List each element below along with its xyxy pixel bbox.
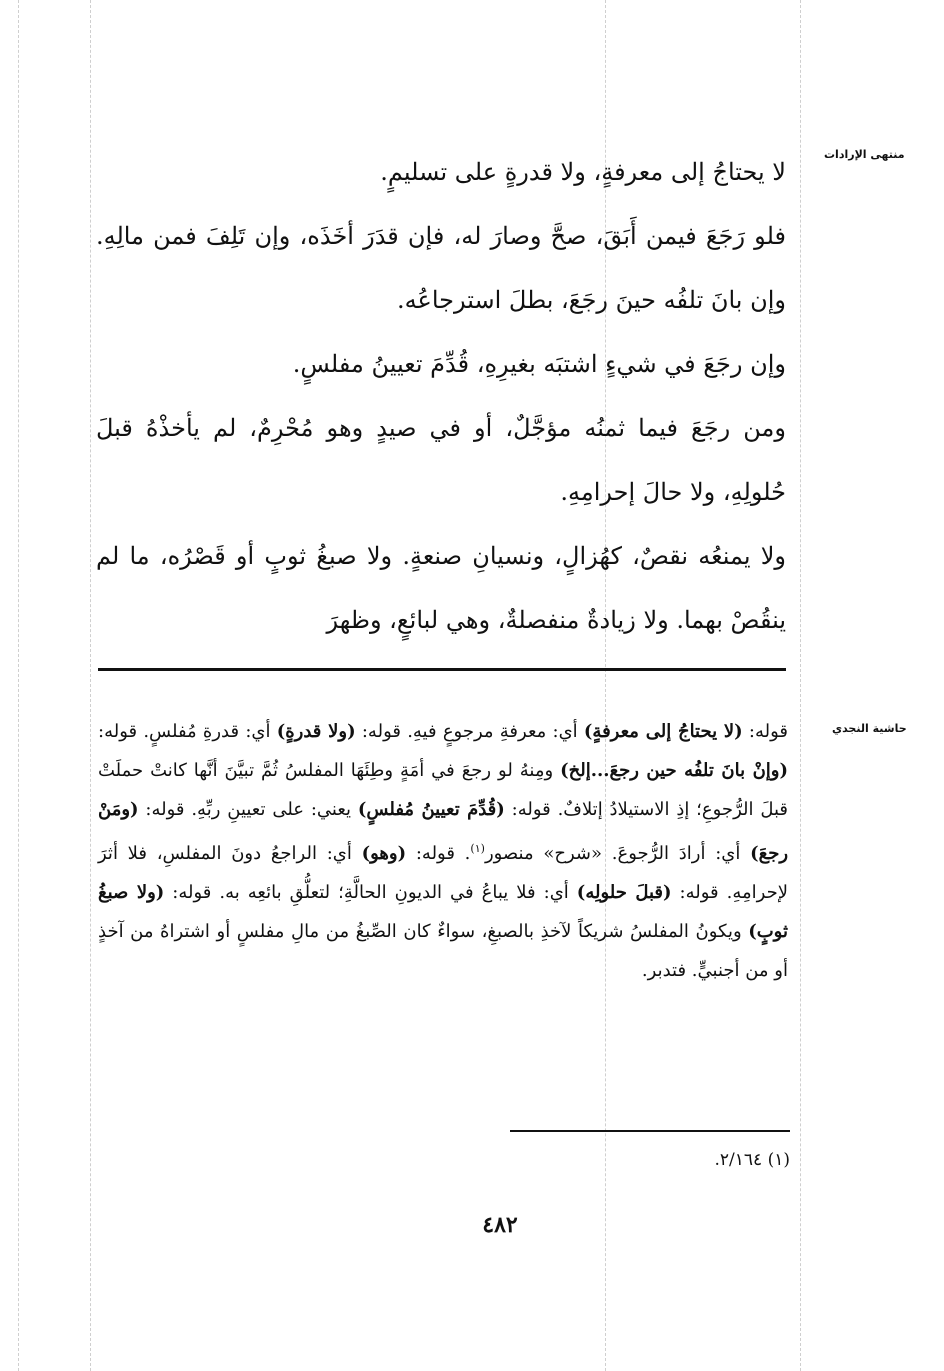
footnote-side-label: حاشية النجدي	[832, 722, 907, 735]
footnote-quote: (ولا قدرةٍ)	[276, 721, 356, 742]
footnote-quote: (ولا صبغُ ثوبٍ)	[98, 882, 788, 942]
footnote-quote: (وهو)	[361, 843, 407, 864]
footnote-ref: (١)	[470, 842, 485, 855]
footnote-quote: (وإنْ بانَ تلفُه حين رجعَ...إلخ)	[560, 760, 788, 781]
guide-line	[18, 0, 19, 1371]
guide-line	[90, 0, 91, 1371]
endnote: (١) ٢/١٦٤.	[714, 1150, 790, 1170]
main-text	[96, 140, 786, 652]
footnote-segment: أي: فلا يباعُ في الديونِ الحالَّةِ؛ لتعلُّقِ بائعِه به. قوله:	[164, 882, 577, 903]
main-paragraph: ولا يمنعُه نقصٌ، كهُزالٍ، ونسيانِ صنعةٍ. ولا صبغُ ثوبٍ أو قَصْرُه، ما لم ينقُصْ بهما. ولا زيادةٌ منفصلةٌ، وهي لبائعٍ، وظهرَ	[96, 542, 786, 634]
footnote-quote: (لا يحتاجُ إلى معرفةٍ)	[583, 721, 743, 742]
main-paragraph: فلو رَجَعَ فيمن أَبَقَ، صحَّ وصارَ له، فإن قدَرَ أخَذَه، وإن تَلِفَ فمن مالِهِ. وإن بانَ تلفُه حينَ رجَعَ، بطلَ استرجاعُه.	[96, 222, 786, 314]
footnote-quote: (قبلَ حلولِه)	[576, 882, 672, 903]
footnote-segment: . قوله:	[406, 843, 471, 864]
footnote-segment: يعني: على تعيينِ ربِّهِ. قوله:	[138, 799, 358, 820]
footnote-segment: أي: أرادَ الرُّجوعَ. «شرح» منصور	[484, 843, 751, 864]
section-divider	[98, 668, 786, 671]
page-number: ٤٨٢	[482, 1212, 518, 1238]
header-side-label: منتهى الإرادات	[824, 148, 905, 161]
footnote-segment: أي: معرفةِ مرجوعٍ فيهِ. قوله:	[355, 721, 584, 742]
main-paragraph: لا يحتاجُ إلى معرفةٍ، ولا قدرةٍ على تسليمٍ.	[380, 158, 786, 186]
guide-line	[800, 0, 801, 1371]
endnote-divider	[510, 1130, 790, 1132]
footnote-quote: (قُدِّمَ تعيينُ مُفلسٍ)	[357, 799, 505, 820]
footnote-segment: أي: قدرةِ مُفلسٍ. قوله:	[98, 721, 277, 742]
footnote-segment: ويكونُ المفلسُ شريكاً لآخذِ بالصبغِ، سواءٌ كان الصِّبغُ من مالِ مفلسٍ أو اشتراهُ من آخذٍ أو من أجنبيٍّ. فتدبر.	[98, 921, 788, 981]
footnote-quote: (ومَنْ رجعَ)	[98, 799, 789, 864]
main-paragraph: ومن رجَعَ فيما ثمنُه مؤجَّلٌ، أو في صيدٍ وهو مُحْرِمٌ، لم يأخذْهُ قبلَ حُلولِهِ، ولا حالَ إحرامِهِ.	[96, 414, 786, 506]
footnote-text	[98, 712, 788, 990]
footnote-segment: قوله:	[742, 721, 789, 742]
footnote-segment: أي: الراجعُ دونَ المفلسِ، فلا أثرَ لإحرامِهِ. قوله:	[98, 843, 788, 903]
footnote-segment: ومِنهُ لو رجعَ في أمَةٍ وطِئَهَا المفلسُ ثُمَّ تبيَّنَ أنَّها كانتْ حملَتْ قبلَ الرُّجوعِ؛ إذِ الاستيلادُ إتلافٌ. قوله:	[98, 760, 788, 820]
main-paragraph: وإن رجَعَ في شيءٍ اشتبَه بغيرِهِ، قُدِّمَ تعيينُ مفلسٍ.	[292, 350, 786, 378]
